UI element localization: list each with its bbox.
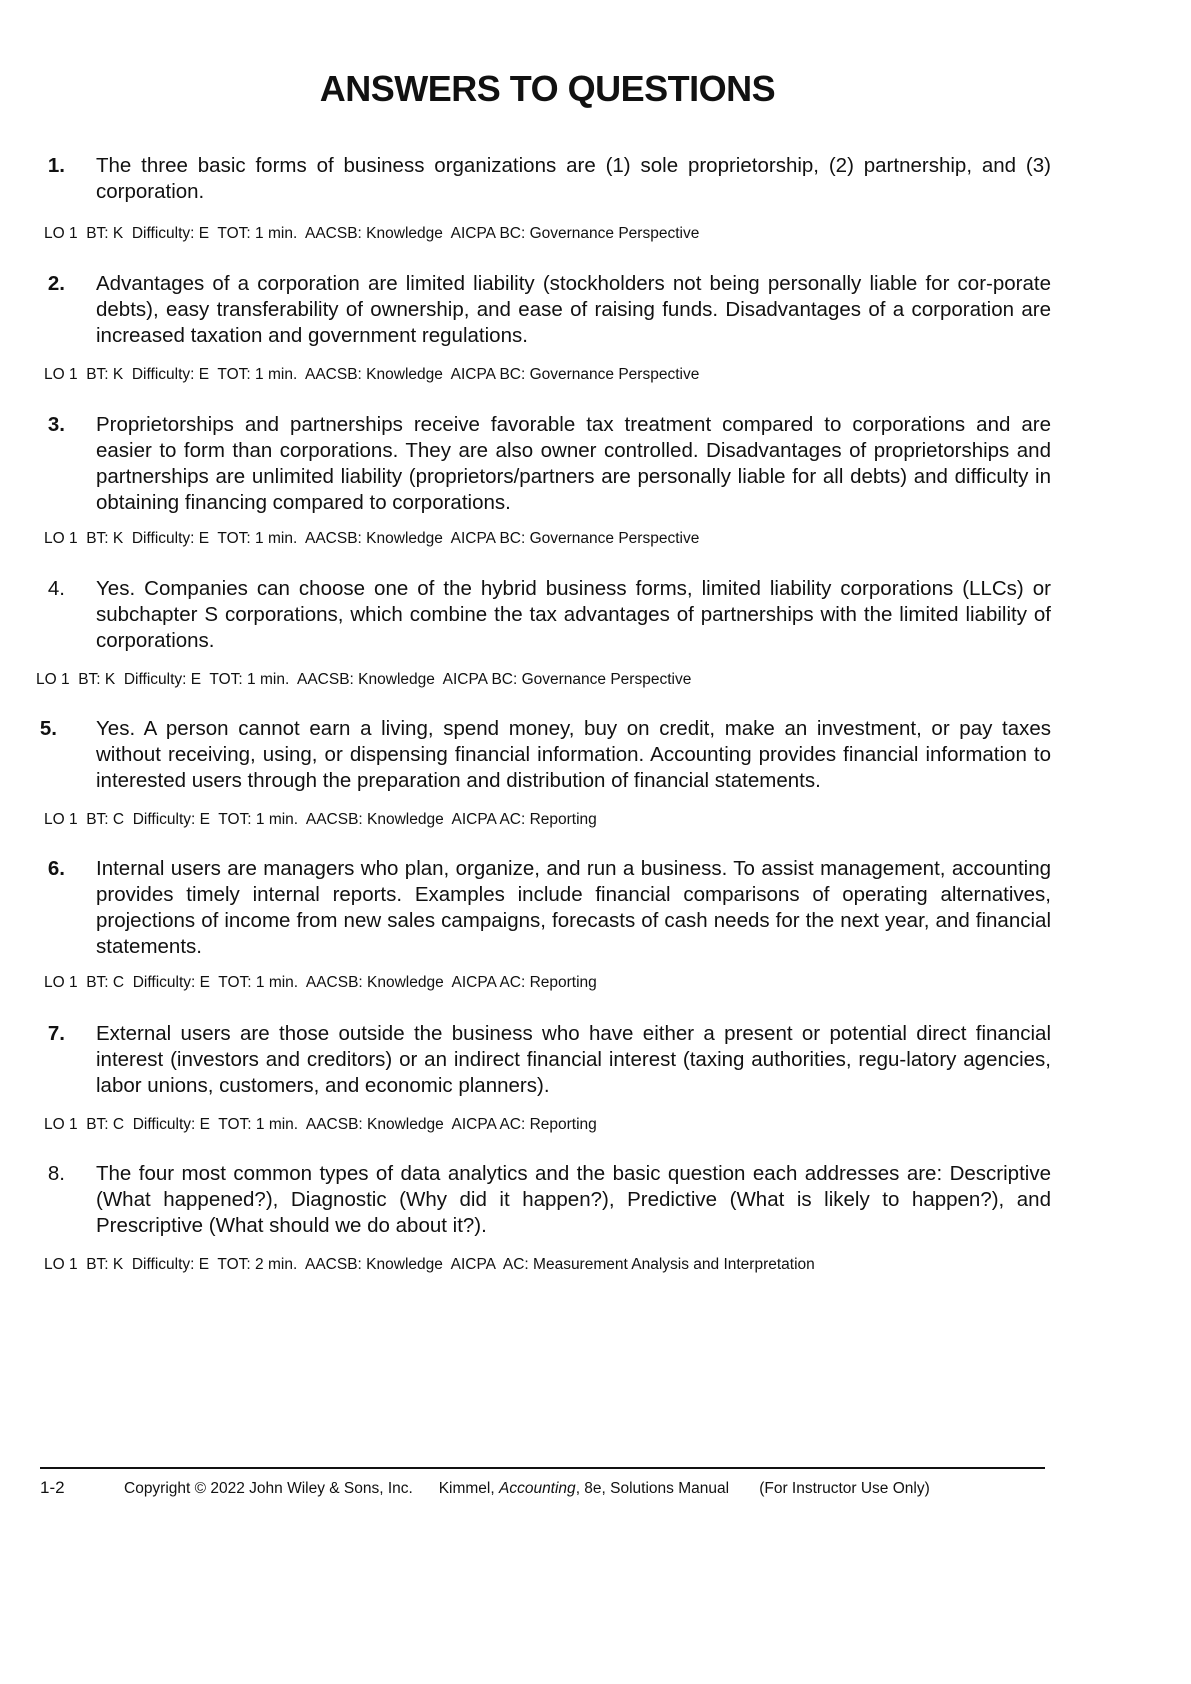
footer-note: (For Instructor Use Only)	[759, 1480, 930, 1497]
page-footer	[40, 1478, 1050, 1498]
question-number: 1.	[47, 154, 65, 177]
question-metadata: LO 1 BT: C Difficulty: E TOT: 1 min. AACSB: Knowledge AICPA AC: Reporting	[44, 811, 597, 828]
footer-edition: , 8e, Solutions Manual	[575, 1480, 730, 1497]
question-metadata: LO 1 BT: K Difficulty: E TOT: 1 min. AACSB: Knowledge AICPA BC: Governance Perspective	[44, 225, 700, 242]
answer-text: External users are those outside the business who have either a present or potential direct financial interest (investors and creditors) or an indirect financial interest (taxing authorities, regu-latory agencies, labor unions, customers, and economic planners).	[96, 1022, 1051, 1097]
question-metadata: LO 1 BT: K Difficulty: E TOT: 1 min. AACSB: Knowledge AICPA BC: Governance Perspective	[36, 671, 692, 688]
question-number: 2.	[47, 272, 65, 295]
answer-text: The four most common types of data analytics and the basic question each addresses are: Descriptive (What happened?), Diagnostic (Why did it happen?), Predictive (What is likely to happen?), and Prescriptive (What should we do about it?).	[96, 1162, 1051, 1237]
question-number: 4.	[47, 577, 65, 600]
question-metadata: LO 1 BT: C Difficulty: E TOT: 1 min. AACSB: Knowledge AICPA AC: Reporting	[44, 1116, 597, 1133]
answer-text: Yes. Companies can choose one of the hybrid business forms, limited liability corporations (LLCs) or subchapter S corporations, which combine the tax advantages of partnerships with the limited liability of corporations.	[96, 577, 1051, 652]
answer-text: Internal users are managers who plan, organize, and run a business. To assist management, accounting provides timely internal reports. Examples include financial comparisons of operating alternatives, projections of income from new sales campaigns, forecasts of cash needs for the next year, and financial statements.	[96, 857, 1051, 958]
question-number: 7.	[47, 1022, 65, 1045]
question-metadata: LO 1 BT: K Difficulty: E TOT: 1 min. AACSB: Knowledge AICPA BC: Governance Perspective	[44, 366, 700, 383]
footer-book-title: Accounting	[498, 1480, 576, 1497]
answer-text: Proprietorships and partnerships receive favorable tax treatment compared to corporations and are easier to form than corporations. They are also owner controlled. Disadvantages of proprietorships and partnerships are unlimited liability (proprietors/partners are personally liable for all debts) and difficulty in obtaining financing compared to corporations.	[96, 413, 1051, 514]
answer-text: Yes. A person cannot earn a living, spend money, buy on credit, make an investment, or pay taxes without receiving, using, or dispensing financial information. Accounting provides financial information to interested users through the preparation and distribution of financial statements.	[96, 717, 1051, 792]
question-number: 8.	[47, 1162, 65, 1185]
question-number: 5.	[39, 717, 57, 740]
page-number: 1-2	[40, 1478, 65, 1497]
answer-text: The three basic forms of business organizations are (1) sole proprietorship, (2) partnership, and (3) corporation.	[96, 154, 1051, 203]
question-number: 3.	[47, 413, 65, 436]
answer-text: Advantages of a corporation are limited liability (stockholders not being personally liable for cor-porate debts), easy transferability of ownership, and ease of raising funds. Disadvantages of a corporation are increased taxation and government regulations.	[96, 272, 1051, 347]
question-metadata: LO 1 BT: K Difficulty: E TOT: 2 min. AACSB: Knowledge AICPA AC: Measurement Analysis and Interpretation	[44, 1256, 815, 1273]
question-metadata: LO 1 BT: K Difficulty: E TOT: 1 min. AACSB: Knowledge AICPA BC: Governance Perspective	[44, 530, 700, 547]
footer-divider	[40, 1467, 1045, 1469]
footer-copyright: Copyright © 2022 John Wiley & Sons, Inc.	[124, 1480, 413, 1497]
question-number: 6.	[47, 857, 65, 880]
page-title: ANSWERS TO QUESTIONS	[319, 68, 776, 109]
question-metadata: LO 1 BT: C Difficulty: E TOT: 1 min. AACSB: Knowledge AICPA AC: Reporting	[44, 974, 597, 991]
footer-author: Kimmel,	[438, 1480, 499, 1497]
